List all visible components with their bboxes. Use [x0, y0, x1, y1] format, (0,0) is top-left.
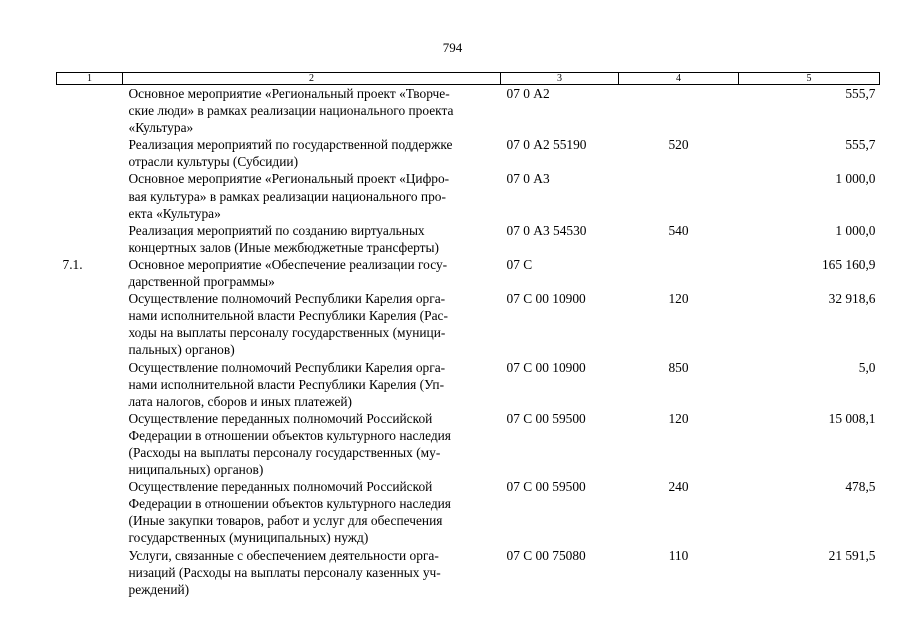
row-number-cell	[57, 170, 123, 221]
target-article-code-cell: 07 С	[506, 256, 533, 272]
table-row	[57, 85, 880, 137]
expense-type-cell: 120	[668, 291, 689, 307]
item-name-line: вая культура» в рамках реализации национального про-	[128, 188, 446, 204]
target-article-code-cell: 07 С 00 10900	[506, 359, 586, 375]
amount-cell: 5,0	[858, 359, 876, 375]
item-name-cell	[123, 547, 501, 598]
target-article-code-cell: 07 С 00 59500	[506, 479, 586, 495]
item-name-line: ские люди» в рамках реализации национального проекта	[128, 103, 454, 119]
item-name-line: лата налогов, сборов и иных платежей)	[128, 393, 353, 409]
table-row	[57, 170, 880, 221]
item-name-line: Реализация мероприятий по государственной поддержке	[128, 137, 453, 153]
item-name-line: Осуществление полномочий Республики Карелия орга-	[128, 291, 446, 307]
expense-type-cell: 520	[668, 137, 689, 153]
item-name-line: нами исполнительной власти Республики Карелия (Рас-	[128, 308, 448, 324]
table-row	[57, 290, 880, 358]
item-name-cell	[123, 256, 501, 290]
item-name-line: екта «Культура»	[128, 205, 221, 221]
expense-type-cell: 850	[668, 359, 689, 375]
item-name-cell	[123, 359, 501, 410]
amount-cell: 15 008,1	[828, 410, 876, 426]
item-name-line: Федерации в отношении объектов культурного наследия	[128, 427, 451, 443]
item-name-line: «Культура»	[128, 120, 194, 136]
column-header-1: 1	[57, 73, 123, 85]
item-name-line: государственных (муниципальных) нужд)	[128, 530, 369, 546]
item-name-line: Федерации в отношении объектов культурного наследия	[128, 496, 451, 512]
item-name-line: Основное мероприятие «Обеспечение реализации госу-	[128, 256, 448, 272]
item-name-line: ходы на выплаты персоналу государственных (муници-	[128, 325, 446, 341]
expense-type-cell: 240	[668, 479, 689, 495]
column-header-5: 5	[739, 73, 880, 85]
item-name-line: (Иные закупки товаров, работ и услуг для обеспечения	[128, 513, 443, 529]
item-name-line: Основное мероприятие «Региональный проект «Творче-	[128, 86, 450, 101]
table-row	[57, 478, 880, 546]
amount-cell: 555,7	[845, 86, 876, 101]
row-number-cell	[57, 478, 123, 546]
expense-type-cell: 120	[668, 410, 689, 426]
item-name-cell	[123, 85, 501, 137]
column-header-2: 2	[123, 73, 501, 85]
table-row	[57, 410, 880, 478]
item-name-line: (Расходы на выплаты персоналу государственных (му-	[128, 444, 441, 460]
item-name-cell	[123, 136, 501, 170]
item-name-line: Реализация мероприятий по созданию виртуальных	[128, 222, 425, 238]
row-number-cell	[57, 359, 123, 410]
target-article-code-cell: 07 0 А2	[506, 86, 550, 101]
expense-type-cell	[619, 85, 739, 137]
target-article-code-cell: 07 0 А2 55190	[506, 137, 587, 153]
row-number-cell	[57, 136, 123, 170]
table-body	[57, 85, 880, 598]
item-name-line: Осуществление переданных полномочий Российской	[128, 410, 433, 426]
item-name-line: реждений)	[128, 581, 190, 597]
item-name-line: пальных) органов)	[128, 342, 235, 358]
item-name-line: низаций (Расходы на выплаты персоналу казенных уч-	[128, 564, 441, 580]
item-name-cell	[123, 290, 501, 358]
amount-cell: 1 000,0	[835, 171, 876, 187]
item-name-line: нами исполнительной власти Республики Карелия (Уп-	[128, 376, 445, 392]
page-number: 794	[442, 40, 463, 55]
table-row	[57, 359, 880, 410]
column-header-4: 4	[619, 73, 739, 85]
row-number-cell: 7.1.	[62, 256, 83, 272]
item-name-line: Осуществление полномочий Республики Карелия орга-	[128, 359, 446, 375]
target-article-code-cell: 07 С 00 10900	[506, 291, 586, 307]
amount-cell: 21 591,5	[828, 547, 876, 563]
table-row	[57, 222, 880, 256]
amount-cell: 165 160,9	[821, 256, 876, 272]
item-name-line: Услуги, связанные с обеспечением деятельности орга-	[128, 547, 439, 563]
amount-cell: 555,7	[845, 137, 876, 153]
expense-type-cell	[619, 170, 739, 221]
expense-type-cell	[619, 256, 739, 290]
amount-cell: 1 000,0	[835, 222, 876, 238]
item-name-cell	[123, 478, 501, 546]
target-article-code-cell: 07 С 00 75080	[506, 547, 586, 563]
budget-table	[56, 72, 880, 598]
item-name-line: Основное мероприятие «Региональный проект «Цифро-	[128, 171, 450, 187]
item-name-cell	[123, 410, 501, 478]
target-article-code-cell: 07 0 А3	[506, 171, 550, 187]
column-header-3: 3	[501, 73, 619, 85]
row-number-cell	[57, 290, 123, 358]
item-name-line: концертных залов (Иные межбюджетные трансферты)	[128, 239, 439, 255]
item-name-line: ниципальных) органов)	[128, 462, 264, 478]
row-number-cell	[57, 547, 123, 598]
expense-type-cell: 110	[668, 547, 689, 563]
amount-cell: 478,5	[845, 479, 876, 495]
expense-type-cell: 540	[668, 222, 689, 238]
target-article-code-cell: 07 0 А3 54530	[506, 222, 587, 238]
row-number-cell	[57, 222, 123, 256]
table-row	[57, 256, 880, 290]
item-name-cell	[123, 222, 501, 256]
table-header-row	[57, 73, 880, 85]
amount-cell: 32 918,6	[828, 291, 876, 307]
item-name-cell	[123, 170, 501, 221]
item-name-line: Осуществление переданных полномочий Российской	[128, 479, 433, 495]
item-name-line: дарственной программы»	[128, 274, 275, 290]
table-row	[57, 136, 880, 170]
item-name-line: отрасли культуры (Субсидии)	[128, 154, 299, 170]
target-article-code-cell: 07 С 00 59500	[506, 410, 586, 426]
row-number-cell	[57, 85, 123, 137]
row-number-cell	[57, 410, 123, 478]
table-row	[57, 547, 880, 598]
